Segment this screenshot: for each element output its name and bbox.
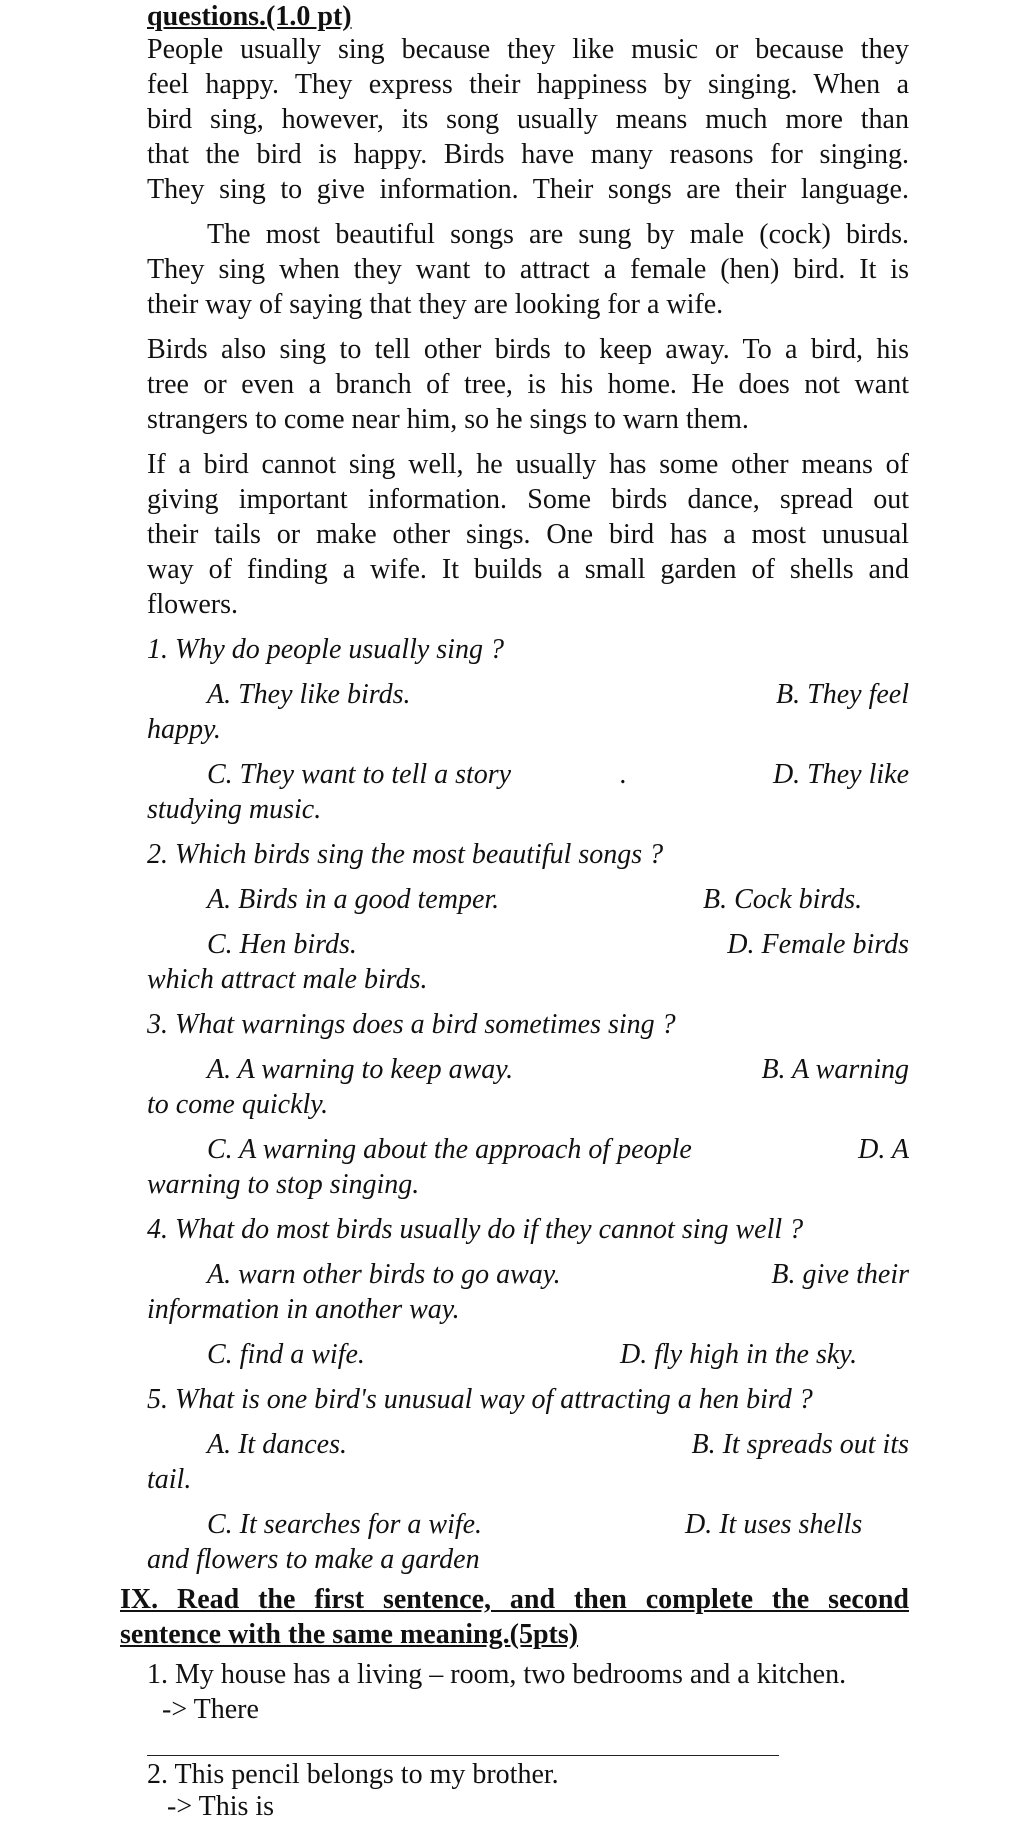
rewrite-item-2-prompt: -> This is bbox=[167, 1791, 275, 1822]
question-3-option-d-cont: warning to stop singing. bbox=[147, 1169, 420, 1200]
section-ix-title-line1: IX. Read the first sentence, and then complete the second bbox=[120, 1584, 909, 1615]
question-4-stem: 4. What do most birds usually do if they cannot sing well ? bbox=[147, 1214, 804, 1245]
question-5-option-a[interactable]: A. It dances. bbox=[207, 1429, 347, 1460]
question-2-option-d-cont: which attract male birds. bbox=[147, 964, 428, 995]
passage-p1-line3: bird sing, however, its song usually means much more than bbox=[147, 104, 909, 135]
question-1-option-c[interactable]: C. They want to tell a story bbox=[207, 759, 512, 790]
question-4-option-d[interactable]: D. fly high in the sky. bbox=[620, 1339, 858, 1370]
question-1-stem: 1. Why do people usually sing ? bbox=[147, 634, 504, 665]
question-5-stem: 5. What is one bird's unusual way of attracting a hen bird ? bbox=[147, 1384, 813, 1415]
section-ix-title-line2: sentence with the same meaning.(5pts) bbox=[120, 1619, 579, 1650]
passage-p4-line5: flowers. bbox=[147, 589, 238, 620]
passage-p4-line4: way of finding a wife. It builds a small garden of shells and bbox=[147, 554, 909, 585]
question-3-option-a[interactable]: A. A warning to keep away. bbox=[207, 1054, 514, 1085]
question-2-option-b[interactable]: B. Cock birds. bbox=[703, 884, 863, 915]
question-1-option-b-cont: happy. bbox=[147, 714, 221, 745]
question-5-option-b[interactable]: B. It spreads out its bbox=[691, 1429, 909, 1460]
passage-p4-line3: their tails or make other sings. One bird has a most unusual bbox=[147, 519, 909, 550]
passage-p4-line2: giving important information. Some birds dance, spread out bbox=[147, 484, 909, 515]
rewrite-item-1: 1. My house has a living – room, two bedrooms and a kitchen. bbox=[147, 1659, 847, 1690]
passage-p2-line3: their way of saying that they are looking for a wife. bbox=[147, 289, 724, 320]
passage-p3-line3: strangers to come near him, so he sings to warn them. bbox=[147, 404, 749, 435]
passage-p2-line2: They sing when they want to attract a female (hen) bird. It is bbox=[147, 254, 909, 285]
question-3-option-c[interactable]: C. A warning about the approach of people bbox=[207, 1134, 692, 1165]
passage-p2-line1: The most beautiful songs are sung by male (cock) birds. bbox=[207, 219, 909, 250]
question-4-option-c[interactable]: C. find a wife. bbox=[207, 1339, 365, 1370]
passage-p1-line5: They sing to give information. Their songs are their language. bbox=[147, 174, 909, 205]
question-5-option-d-cont: and flowers to make a garden bbox=[147, 1544, 480, 1575]
question-2-stem: 2. Which birds sing the most beautiful songs ? bbox=[147, 839, 664, 870]
passage-p1-line4: that the bird is happy. Birds have many reasons for singing. bbox=[147, 139, 909, 170]
question-3-option-b-cont: to come quickly. bbox=[147, 1089, 329, 1120]
question-3-option-d[interactable]: D. A bbox=[858, 1134, 909, 1165]
question-5-option-c[interactable]: C. It searches for a wife. bbox=[207, 1509, 483, 1540]
passage-p1-line1: People usually sing because they like music or because they bbox=[147, 34, 909, 65]
passage-p1-line2: feel happy. They express their happiness by singing. When a bbox=[147, 69, 909, 100]
question-5-option-b-cont: tail. bbox=[147, 1464, 192, 1495]
question-2-option-d[interactable]: D. Female birds bbox=[727, 929, 909, 960]
passage-p3-line1: Birds also sing to tell other birds to keep away. To a bird, his bbox=[147, 334, 909, 365]
question-4-option-a[interactable]: A. warn other birds to go away. bbox=[207, 1259, 561, 1290]
question-3-option-b[interactable]: B. A warning bbox=[761, 1054, 909, 1085]
rewrite-item-1-prompt: -> There bbox=[162, 1694, 259, 1725]
rewrite-item-2: 2. This pencil belongs to my brother. bbox=[147, 1759, 559, 1790]
question-1-option-c-dot: . bbox=[620, 759, 627, 790]
question-1-option-d[interactable]: D. They like bbox=[772, 759, 909, 790]
answer-line-1[interactable] bbox=[147, 1755, 779, 1756]
question-2-option-c[interactable]: C. Hen birds. bbox=[207, 929, 357, 960]
passage-p3-line2: tree or even a branch of tree, is his home. He does not want bbox=[147, 369, 909, 400]
question-1-option-a[interactable]: A. They like birds. bbox=[207, 679, 411, 710]
passage-p4-line1: If a bird cannot sing well, he usually has some other means of bbox=[147, 449, 909, 480]
section-header-fragment: questions.(1.0 pt) bbox=[147, 1, 352, 32]
question-4-option-b[interactable]: B. give their bbox=[771, 1259, 909, 1290]
question-1-option-d-cont: studying music. bbox=[147, 794, 322, 825]
question-4-option-b-cont: information in another way. bbox=[147, 1294, 460, 1325]
question-5-option-d[interactable]: D. It uses shells bbox=[685, 1509, 863, 1540]
question-1-option-b[interactable]: B. They feel bbox=[776, 679, 909, 710]
question-3-stem: 3. What warnings does a bird sometimes sing ? bbox=[147, 1009, 676, 1040]
question-2-option-a[interactable]: A. Birds in a good temper. bbox=[207, 884, 500, 915]
